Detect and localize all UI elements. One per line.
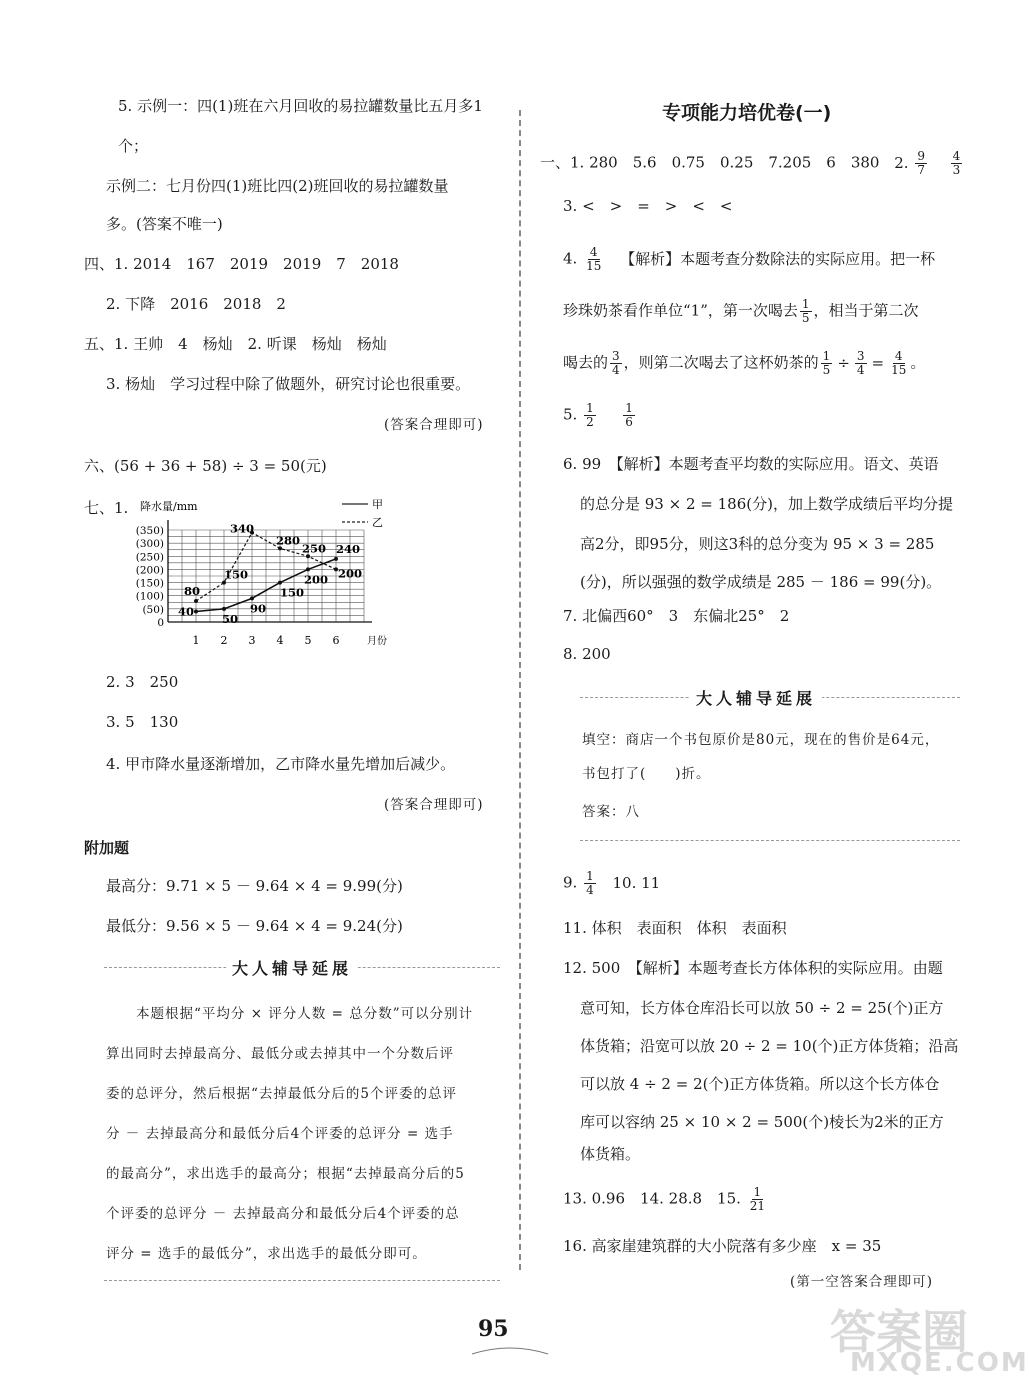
fraction-1-4: $\frac{1}{4}$: [586, 869, 594, 897]
y-tick-label: (50): [142, 603, 164, 616]
right-q1: [540, 150, 964, 177]
data-label: 40: [178, 604, 195, 619]
data-point: [250, 596, 254, 600]
section-4-line2: 2. 下降 2016 2018 2: [106, 295, 286, 313]
chart-legend: [342, 498, 383, 529]
y-tick-label: (300): [135, 538, 164, 551]
fraction-9-7: $\frac{9}{7}$: [917, 149, 925, 177]
right-q12-line3: 体货箱；沿宽可以放 20 ÷ 2 = 10(个)正方体货箱；沿高: [580, 1037, 959, 1055]
data-label: 150: [224, 567, 249, 582]
chart-y-label: 降水量/mm: [140, 500, 198, 513]
legend-label-jia: 甲: [372, 498, 383, 511]
x-tick-label: 5: [304, 634, 312, 647]
guide-line: 委的总评分，然后根据“去掉最低分后的5个评委的总评: [106, 1086, 457, 1102]
right-q4-line3: 喝去的 $\frac{3}{4}$ ，则第二次喝去了这杯奶茶的 $\frac{1}{5}$ ÷ $\frac{3}{4}$ = $\frac{4}{15}$ 。: [563, 349, 926, 377]
chart-y-ticks: [136, 525, 164, 629]
guide-line: 算出同时去掉最高分、最低分或去掉其中一个分数后评: [106, 1046, 454, 1062]
right-fill-line1: 填空：商店一个书包原价是80元，现在的售价是64元，: [582, 732, 940, 748]
section-6: 六、(56 + 36 + 58) ÷ 3 = 50(元): [84, 457, 327, 475]
data-label: 150: [280, 585, 305, 600]
y-tick-label: (100): [135, 590, 164, 603]
left-guide-banner: 大人辅导延展: [226, 956, 358, 979]
guide-line: 评分 = 选手的最低分”，求出选手的最低分即可。: [106, 1246, 427, 1262]
fraction-1-21: $\frac{1}{21}$: [749, 1185, 765, 1213]
right-q16: 16. 高家崖建筑群的大小院落有多少座 x = 35: [563, 1237, 882, 1255]
extra-title: 附加题: [84, 839, 130, 857]
section-7-label: 七、1.: [84, 499, 129, 517]
legend-label-yi: 乙: [372, 516, 383, 529]
section-5-line2: 3. 杨灿 学习过程中除了做题外，研究讨论也很重要。: [106, 375, 471, 393]
section-7-note: (答案合理即可): [384, 797, 484, 813]
section-5-line1: 五、1. 王帅 4 杨灿 2. 听课 杨灿 杨灿: [84, 335, 387, 353]
chart-x-ticks: [193, 634, 340, 647]
right-guide-banner: 大人辅导延展: [690, 686, 822, 709]
right-q12-line6: 体货箱。: [580, 1145, 641, 1163]
right-q12-line2: 意可知，长方体仓库沿长可以放 50 ÷ 2 = 25(个)正方: [580, 999, 944, 1017]
right-q4-line2: 珍珠奶茶看作单位“1”，第一次喝去 $\frac{1}{5}$ ，相当于第二次: [563, 297, 919, 325]
guide-line: 分 － 去掉最高分和最低分后4个评委的总评分 = 选手: [106, 1126, 454, 1142]
fraction-4-3: $\frac{4}{3}$: [952, 149, 961, 177]
watermark-logo: 答案圈: [830, 1305, 968, 1359]
right-q16-note: (第一空答案合理即可): [790, 1274, 934, 1290]
data-label: 80: [184, 583, 201, 598]
page-number: 95: [478, 1316, 509, 1342]
x-tick-label: 6: [332, 634, 340, 647]
chart-x-label: 月份: [367, 636, 387, 647]
answer-5-line3: 示例二：七月份四(1)班比四(2)班回收的易拉罐数量: [106, 177, 449, 195]
answer-5-line2: 个；: [118, 137, 149, 155]
data-label: 250: [302, 541, 327, 556]
x-tick-label: 3: [248, 634, 256, 647]
data-point: [194, 599, 198, 603]
x-tick-label: 1: [192, 634, 200, 647]
section-5-note: (答案合理即可): [384, 417, 484, 433]
y-tick-label: (150): [135, 577, 164, 590]
fraction-4-15: $\frac{4}{15}$: [586, 245, 602, 273]
data-label: 200: [338, 566, 363, 581]
data-label: 340: [230, 521, 255, 536]
data-point: [334, 557, 338, 561]
data-label: 280: [276, 533, 301, 548]
extra-line1: 最高分：9.71 × 5 － 9.64 × 4 = 9.99(分): [106, 877, 403, 895]
answer-5-line1: 5. 示例一：四(1)班在六月回收的易拉罐数量比五月多1: [118, 97, 483, 115]
data-point: [222, 607, 226, 611]
column-divider: [519, 110, 521, 1270]
x-tick-label: 4: [276, 634, 284, 647]
guide-line: 的最高分”，求出选手的最高分；根据“去掉最高分后的5: [106, 1166, 465, 1182]
right-title: 专项能力培优卷(一): [662, 102, 832, 124]
right-q13-q15: 13. 0.96 14. 28.8 15. $\frac{1}{21}$: [563, 1185, 765, 1213]
data-point: [278, 581, 282, 585]
left-bottom-rule: [104, 1280, 500, 1281]
right-q4-line1: 4. $\frac{4}{15}$ 【解析】本题考查分数除法的实际应用。把一杯: [563, 245, 936, 273]
right-q6-line2: 的总分是 93 × 2 = 186(分)，加上数学成绩后平均分提: [580, 495, 953, 513]
extra-line2: 最低分：9.56 × 5 － 9.64 × 4 = 9.24(分): [106, 917, 403, 935]
right-q9-q10: 9. $\frac{1}{4}$ 10. 11: [563, 869, 661, 897]
data-point: [194, 609, 198, 613]
right-q6-line1: 6. 99 【解析】本题考查平均数的实际应用。语文、英语: [563, 455, 939, 473]
fraction-3-4: $\frac{3}{4}$: [612, 349, 620, 377]
right-q11: 11. 体积 表面积 体积 表面积: [563, 919, 787, 937]
right-fill-line2: 书包打了( )折。: [582, 766, 711, 782]
guide-line: 个评委的总评分 － 去掉最高分和最低分后4个评委的总: [106, 1206, 460, 1222]
fraction-1-6: $\frac{1}{6}$: [625, 401, 633, 429]
section-7-q3: 3. 5 130: [106, 713, 179, 731]
data-label: 200: [304, 572, 329, 587]
section-7-q2: 2. 3 250: [106, 673, 179, 691]
y-tick-label: (250): [135, 551, 164, 564]
right-q8: 8. 200: [563, 645, 611, 663]
section-7-q4: 4. 甲市降水量逐渐增加，乙市降水量先增加后减少。: [106, 755, 456, 773]
section-4-line1: 四、1. 2014 167 2019 2019 7 2018: [84, 255, 399, 273]
right-q12-line1: 12. 500 【解析】本题考查长方体体积的实际应用。由题: [563, 959, 943, 977]
watermark-url: MXQE.COM: [850, 1348, 1029, 1378]
data-label: 90: [250, 601, 267, 616]
y-tick-label: 0: [157, 617, 164, 629]
answer-5-line4: 多。(答案不唯一): [106, 215, 223, 233]
fraction-1-5: $\frac{1}{5}$: [801, 297, 810, 325]
y-tick-label: (350): [135, 525, 164, 537]
y-tick-label: (200): [135, 564, 164, 577]
data-point: [306, 567, 310, 571]
right-q12-line4: 可以放 4 ÷ 2 = 2(个)正方体货箱。所以这个长方体仓: [580, 1075, 940, 1093]
right-q1-text: 一、1. 280 5.6 0.75 0.25 7.205 6 380: [540, 153, 880, 172]
right-q12-line5: 库可以容纳 25 × 10 × 2 = 500(个)棱长为2米的正方: [580, 1113, 944, 1131]
right-q7: 7. 北偏西60° 3 东偏北25° 2: [563, 607, 790, 625]
x-tick-label: 2: [220, 634, 228, 647]
right-q1b-label: 2.: [894, 153, 909, 172]
right-q3: 3. < > = > < <: [563, 197, 733, 215]
rainfall-line-chart: [110, 492, 400, 652]
right-guide-bottom-rule: [580, 840, 960, 841]
right-q6-line3: 高2分，即95分，则这3科的总分变为 95 × 3 = 285: [580, 535, 935, 553]
data-label: 240: [336, 541, 361, 556]
guide-line: 本题根据“平均分 × 评分人数 = 总分数”可以分别计: [136, 1006, 474, 1022]
chart-series: [178, 522, 362, 626]
right-fill-answer: 答案：八: [582, 804, 640, 820]
page-number-ornament: [470, 1344, 550, 1358]
right-q5: 5. $\frac{1}{2}$ $\frac{1}{6}$: [563, 401, 633, 429]
fraction-1-2: $\frac{1}{2}$: [586, 401, 594, 429]
right-q6-line4: (分)，所以强强的数学成绩是 285 － 186 = 99(分)。: [580, 573, 942, 591]
data-label: 50: [222, 611, 239, 626]
